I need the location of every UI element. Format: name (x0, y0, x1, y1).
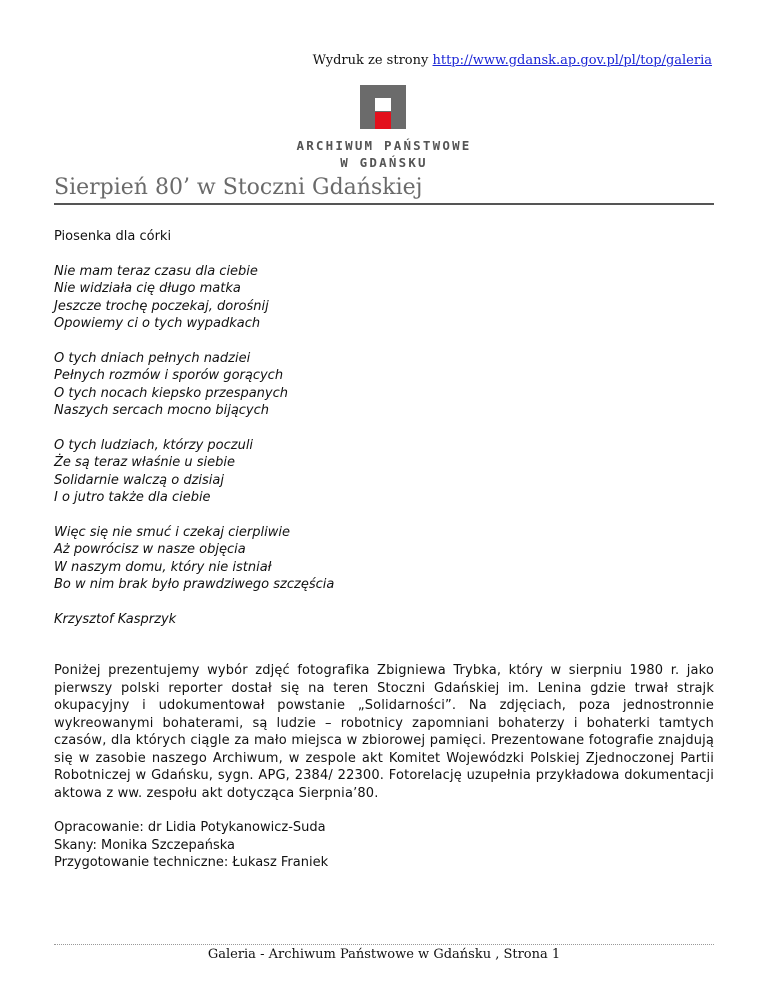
credit-line: Przygotowanie techniczne: Łukasz Franiek (54, 855, 329, 870)
verse-line: O tych nocach kiepsko przespanych (54, 385, 289, 401)
logo-line-2: W GDAŃSKU (340, 155, 428, 170)
credits (54, 819, 714, 872)
print-source-line (313, 53, 712, 68)
gallery-description: Poniżej prezentujemy wybór zdjęć fotografika Zbigniewa Trybka, który w sierpniu 1980 r. jako pierwszy polski reporter dostał się na teren Stoczni Gdańskiej im. Lenina gdzie trwał strajk okupacyjny i udokumentował powstanie „Solidarności”. Na zdjęciach, poza jednostronnie wykreowanymi bohaterami, są ludzie – robotnicy zapomniani bohaterzy i bohaterki tamtych czasów, dla których ciągle za mało miejsca w zbiorowej pamięci. Prezentowane fotografie znajdują się w zasobie naszego Archiwum, w zespole akt Komitet Wojewódzki Polskiej Zjednoczonej Partii Robotniczej w Gdańsku, sygn. APG, 2384/ 22300. Fotorelację uzupełnia przykładowa dokumentacji aktowa z ww. zespołu akt dotycząca Sierpnia’80. (54, 663, 714, 801)
verse-line: W naszym domu, który nie istniał (54, 559, 272, 575)
archive-logo-text (260, 137, 508, 171)
verse-line: O tych dniach pełnych nadziei (54, 350, 251, 366)
stanza-2 (54, 350, 714, 420)
song-title: Piosenka dla córki (54, 229, 172, 244)
verse-line: Że są teraz właśnie u siebie (54, 455, 235, 470)
footer-divider (54, 944, 714, 945)
verse-line: Opowiemy ci o tych wypadkach (54, 316, 261, 331)
page-title: Sierpień 80’ w Stoczni Gdańskiej (54, 175, 714, 205)
verse-line: Aż powrócisz w nasze objęcia (54, 542, 246, 557)
print-source-prefix: Wydruk ze strony (312, 53, 429, 68)
verse-line: Nie widziała cię długo matka (54, 281, 241, 296)
archive-logo-icon (360, 85, 406, 129)
verse-line: Jeszcze trochę poczekaj, dorośnij (54, 298, 269, 314)
verse-line: Bo w nim brak było prawdziwego szczęścia (54, 577, 335, 592)
logo-line-1: ARCHIWUM PAŃSTWOWE (296, 138, 472, 153)
stanza-4 (54, 524, 714, 594)
source-url-link[interactable]: http://www.gdansk.ap.gov.pl/pl/top/galeria (432, 53, 712, 68)
article-content (54, 228, 714, 872)
song-author: Krzysztof Kasprzyk (54, 611, 177, 627)
stanza-3 (54, 437, 714, 507)
verse-line: Więc się nie smuć i czekaj cierpliwie (54, 524, 290, 540)
verse-line: Naszych sercach mocno bijących (54, 403, 270, 418)
verse-line: I o jutro także dla ciebie (54, 490, 211, 505)
verse-line: Pełnych rozmów i sporów gorących (54, 368, 284, 383)
credit-line: Skany: Monika Szczepańska (54, 837, 235, 853)
verse-line: Nie mam teraz czasu dla ciebie (54, 263, 258, 279)
credit-line: Opracowanie: dr Lidia Potykanowicz-Suda (54, 820, 326, 835)
page-footer: Galeria - Archiwum Państwowe w Gdańsku , Strona 1 (207, 947, 561, 962)
verse-line: Solidarnie walczą o dzisiaj (54, 472, 224, 488)
stanza-1 (54, 263, 714, 333)
verse-line: O tych ludziach, którzy poczuli (54, 437, 254, 453)
